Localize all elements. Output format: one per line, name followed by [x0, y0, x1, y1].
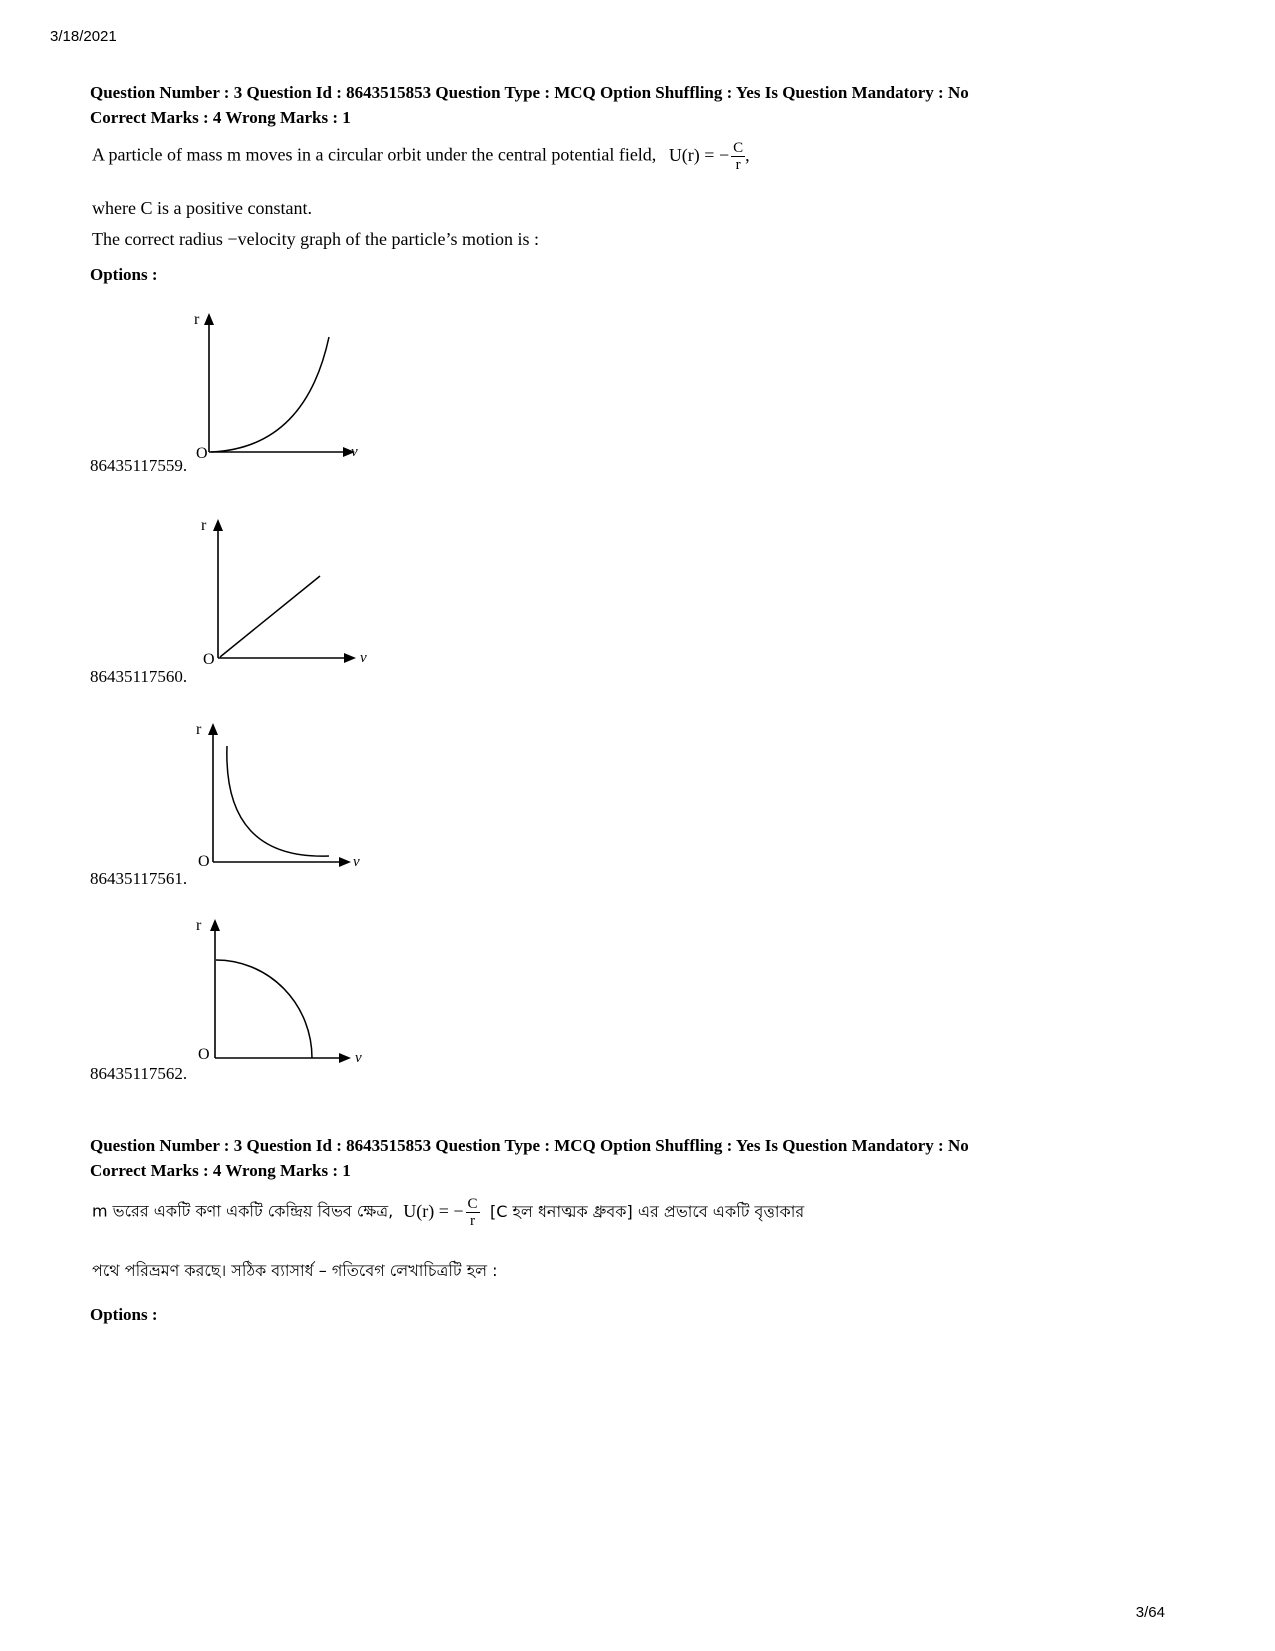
question-meta	[90, 80, 969, 130]
graph-svg	[200, 516, 380, 676]
formula-tail: ,	[745, 144, 750, 165]
fraction-denominator: r	[735, 157, 741, 173]
option-graph-2[interactable]	[200, 516, 380, 676]
curve-decreasing-convex	[227, 746, 329, 856]
y-axis-label: r	[194, 311, 200, 328]
origin-label: O	[203, 651, 215, 668]
x-axis-label: v	[360, 650, 367, 666]
formula	[668, 140, 750, 173]
option-graph-4[interactable]	[195, 916, 375, 1076]
x-axis-arrowhead	[339, 857, 351, 867]
option-id-1: 86435117559.	[90, 456, 188, 475]
page-number: 3/64	[1135, 1604, 1165, 1621]
origin-label: O	[198, 853, 210, 870]
question-text-bengali-continued: [C হল ধনাত্মক ধ্রুবক] এর প্রভাবে একটি বৃত্তাকার	[490, 1201, 805, 1221]
y-axis-label: r	[196, 917, 202, 934]
fraction	[731, 140, 745, 173]
question-meta-2	[90, 1133, 969, 1183]
question-text-line-3: The correct radius −velocity graph of the particle’s motion is :	[92, 229, 540, 249]
question-meta-line-2: Correct Marks : 4 Wrong Marks : 1	[90, 108, 351, 127]
option-graph-3[interactable]	[195, 720, 375, 880]
x-axis-label: v	[355, 1050, 362, 1066]
x-axis-label: v	[351, 444, 358, 460]
option-id-2: 86435117560.	[90, 667, 188, 686]
graph-svg	[195, 720, 375, 880]
formula	[403, 1196, 484, 1229]
option-id-4: 86435117562.	[90, 1064, 188, 1083]
fraction-numerator: C	[467, 1196, 478, 1212]
question-meta-line-1: Question Number : 3 Question Id : 8643515853 Question Type : MCQ Option Shuffling : Yes Is Question Mandatory : No	[90, 1136, 969, 1155]
question-meta-line-2: Correct Marks : 4 Wrong Marks : 1	[90, 1161, 351, 1180]
curve-quarter-circle	[216, 960, 312, 1058]
graph-svg	[195, 310, 375, 470]
question-text: A particle of mass m moves in a circular orbit under the central potential field,	[92, 144, 657, 165]
fraction-denominator: r	[470, 1213, 476, 1229]
option-id-3: 86435117561.	[90, 869, 188, 888]
y-axis-label: r	[201, 517, 207, 534]
x-axis-label: v	[353, 854, 360, 870]
question-meta-line-1: Question Number : 3 Question Id : 8643515853 Question Type : MCQ Option Shuffling : Yes Is Question Mandatory : No	[90, 83, 969, 102]
question-text-bengali-line-1	[92, 1196, 804, 1229]
formula-lhs: U(r) = −	[403, 1200, 464, 1221]
question-text-line-2: where C is a positive constant.	[92, 198, 312, 218]
options-label-2: Options :	[90, 1305, 158, 1324]
y-axis-label: r	[196, 721, 202, 738]
origin-label: O	[196, 445, 208, 462]
x-axis-arrowhead	[344, 653, 356, 663]
question-text-bengali: m ভরের একটি কণা একটি কেন্দ্রিয় বিভব ক্ষেত্র,	[92, 1201, 394, 1221]
formula-lhs: U(r) = −	[668, 144, 730, 165]
curve-linear-increasing	[220, 576, 320, 657]
options-label: Options :	[90, 265, 158, 284]
print-date: 3/18/2021	[50, 28, 117, 45]
fraction	[466, 1196, 480, 1229]
curve-increasing-convex	[211, 337, 329, 452]
question-text-line-1	[92, 140, 750, 173]
fraction-numerator: C	[733, 140, 744, 156]
question-text-bengali-line-2: পথে পরিভ্রমণ করছে। সঠিক ব্যাসার্ধ – গতিবেগ লেখাচিত্রটি হল :	[92, 1261, 498, 1280]
option-graph-1[interactable]	[195, 310, 375, 470]
x-axis-arrowhead	[339, 1053, 351, 1063]
origin-label: O	[198, 1046, 210, 1063]
graph-svg	[195, 916, 375, 1076]
